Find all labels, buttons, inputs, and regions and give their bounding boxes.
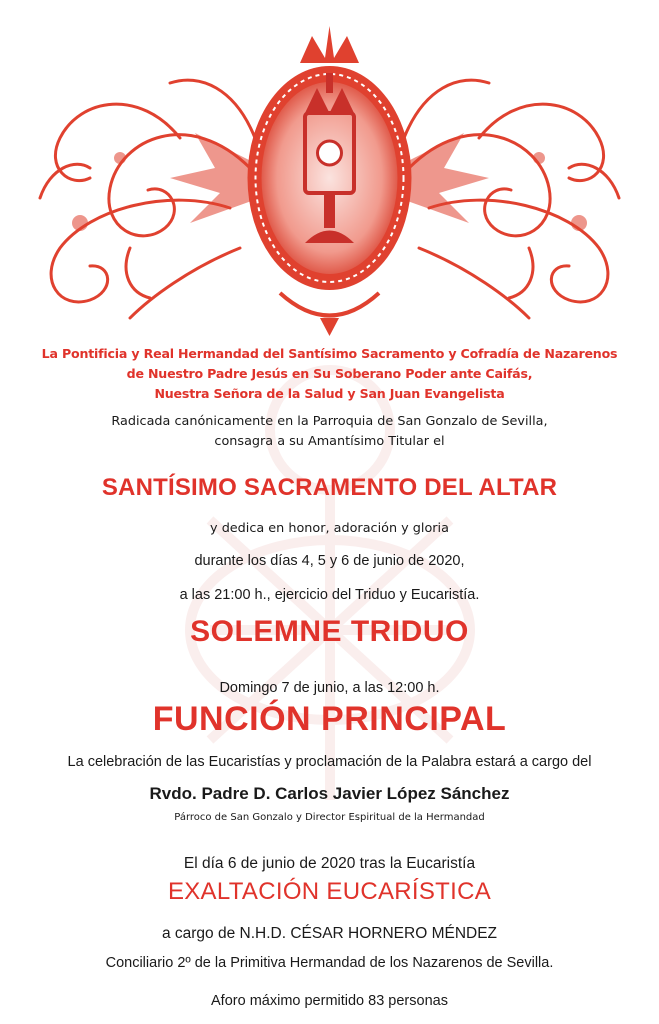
intro-line-2: consagra a su Amantísimo Titular el	[214, 434, 445, 449]
celebration-text: La celebración de las Eucaristías y proclamación de la Palabra estará a cargo del	[67, 754, 592, 770]
exaltacion-speaker-role: Conciliario 2º de la Primitiva Hermandad de los Nazarenos de Sevilla.	[105, 955, 554, 971]
organization-line-1: La Pontificia y Real Hermandad del Santísimo Sacramento y Cofradía de Nazarenos	[41, 346, 618, 361]
dedication-line-2: durante los días 4, 5 y 6 de junio de 2020,	[194, 553, 465, 569]
cross-watermark-icon	[150, 340, 510, 810]
capacity-note: Aforo máximo permitido 83 personas	[211, 993, 448, 1009]
funcion-principal-heading: FUNCIÓN PRINCIPAL	[152, 700, 507, 738]
preacher-role: Párroco de San Gonzalo y Director Espiritual de la Hermandad	[174, 812, 485, 823]
organization-line-3: Nuestra Señora de la Salud y San Juan Evangelista	[154, 386, 505, 401]
dedication-line-3: a las 21:00 h., ejercicio del Triduo y Eucaristía.	[179, 587, 480, 603]
triduo-heading: SOLEMNE TRIDUO	[190, 615, 469, 648]
exaltacion-speaker: a cargo de N.H.D. CÉSAR HORNERO MÉNDEZ	[161, 925, 498, 942]
intro-line-1: Radicada canónicamente en la Parroquia de San Gonzalo de Sevilla,	[111, 414, 548, 429]
exaltacion-heading: EXALTACIÓN EUCARÍSTICA	[167, 878, 492, 905]
exaltacion-date: El día 6 de junio de 2020 tras la Eucaristía	[183, 855, 476, 872]
monstrance-crest-icon	[20, 18, 639, 336]
organization-line-2: de Nuestro Padre Jesús en Su Soberano Poder ante Caifás,	[126, 366, 533, 381]
funcion-date: Domingo 7 de junio, a las 12:00 h.	[219, 680, 440, 696]
preacher-name: Rvdo. Padre D. Carlos Javier López Sánchez	[149, 784, 510, 803]
titular-heading: SANTÍSIMO SACRAMENTO DEL ALTAR	[101, 474, 558, 501]
dedication-line-1: y dedica en honor, adoración y gloria	[210, 521, 449, 536]
